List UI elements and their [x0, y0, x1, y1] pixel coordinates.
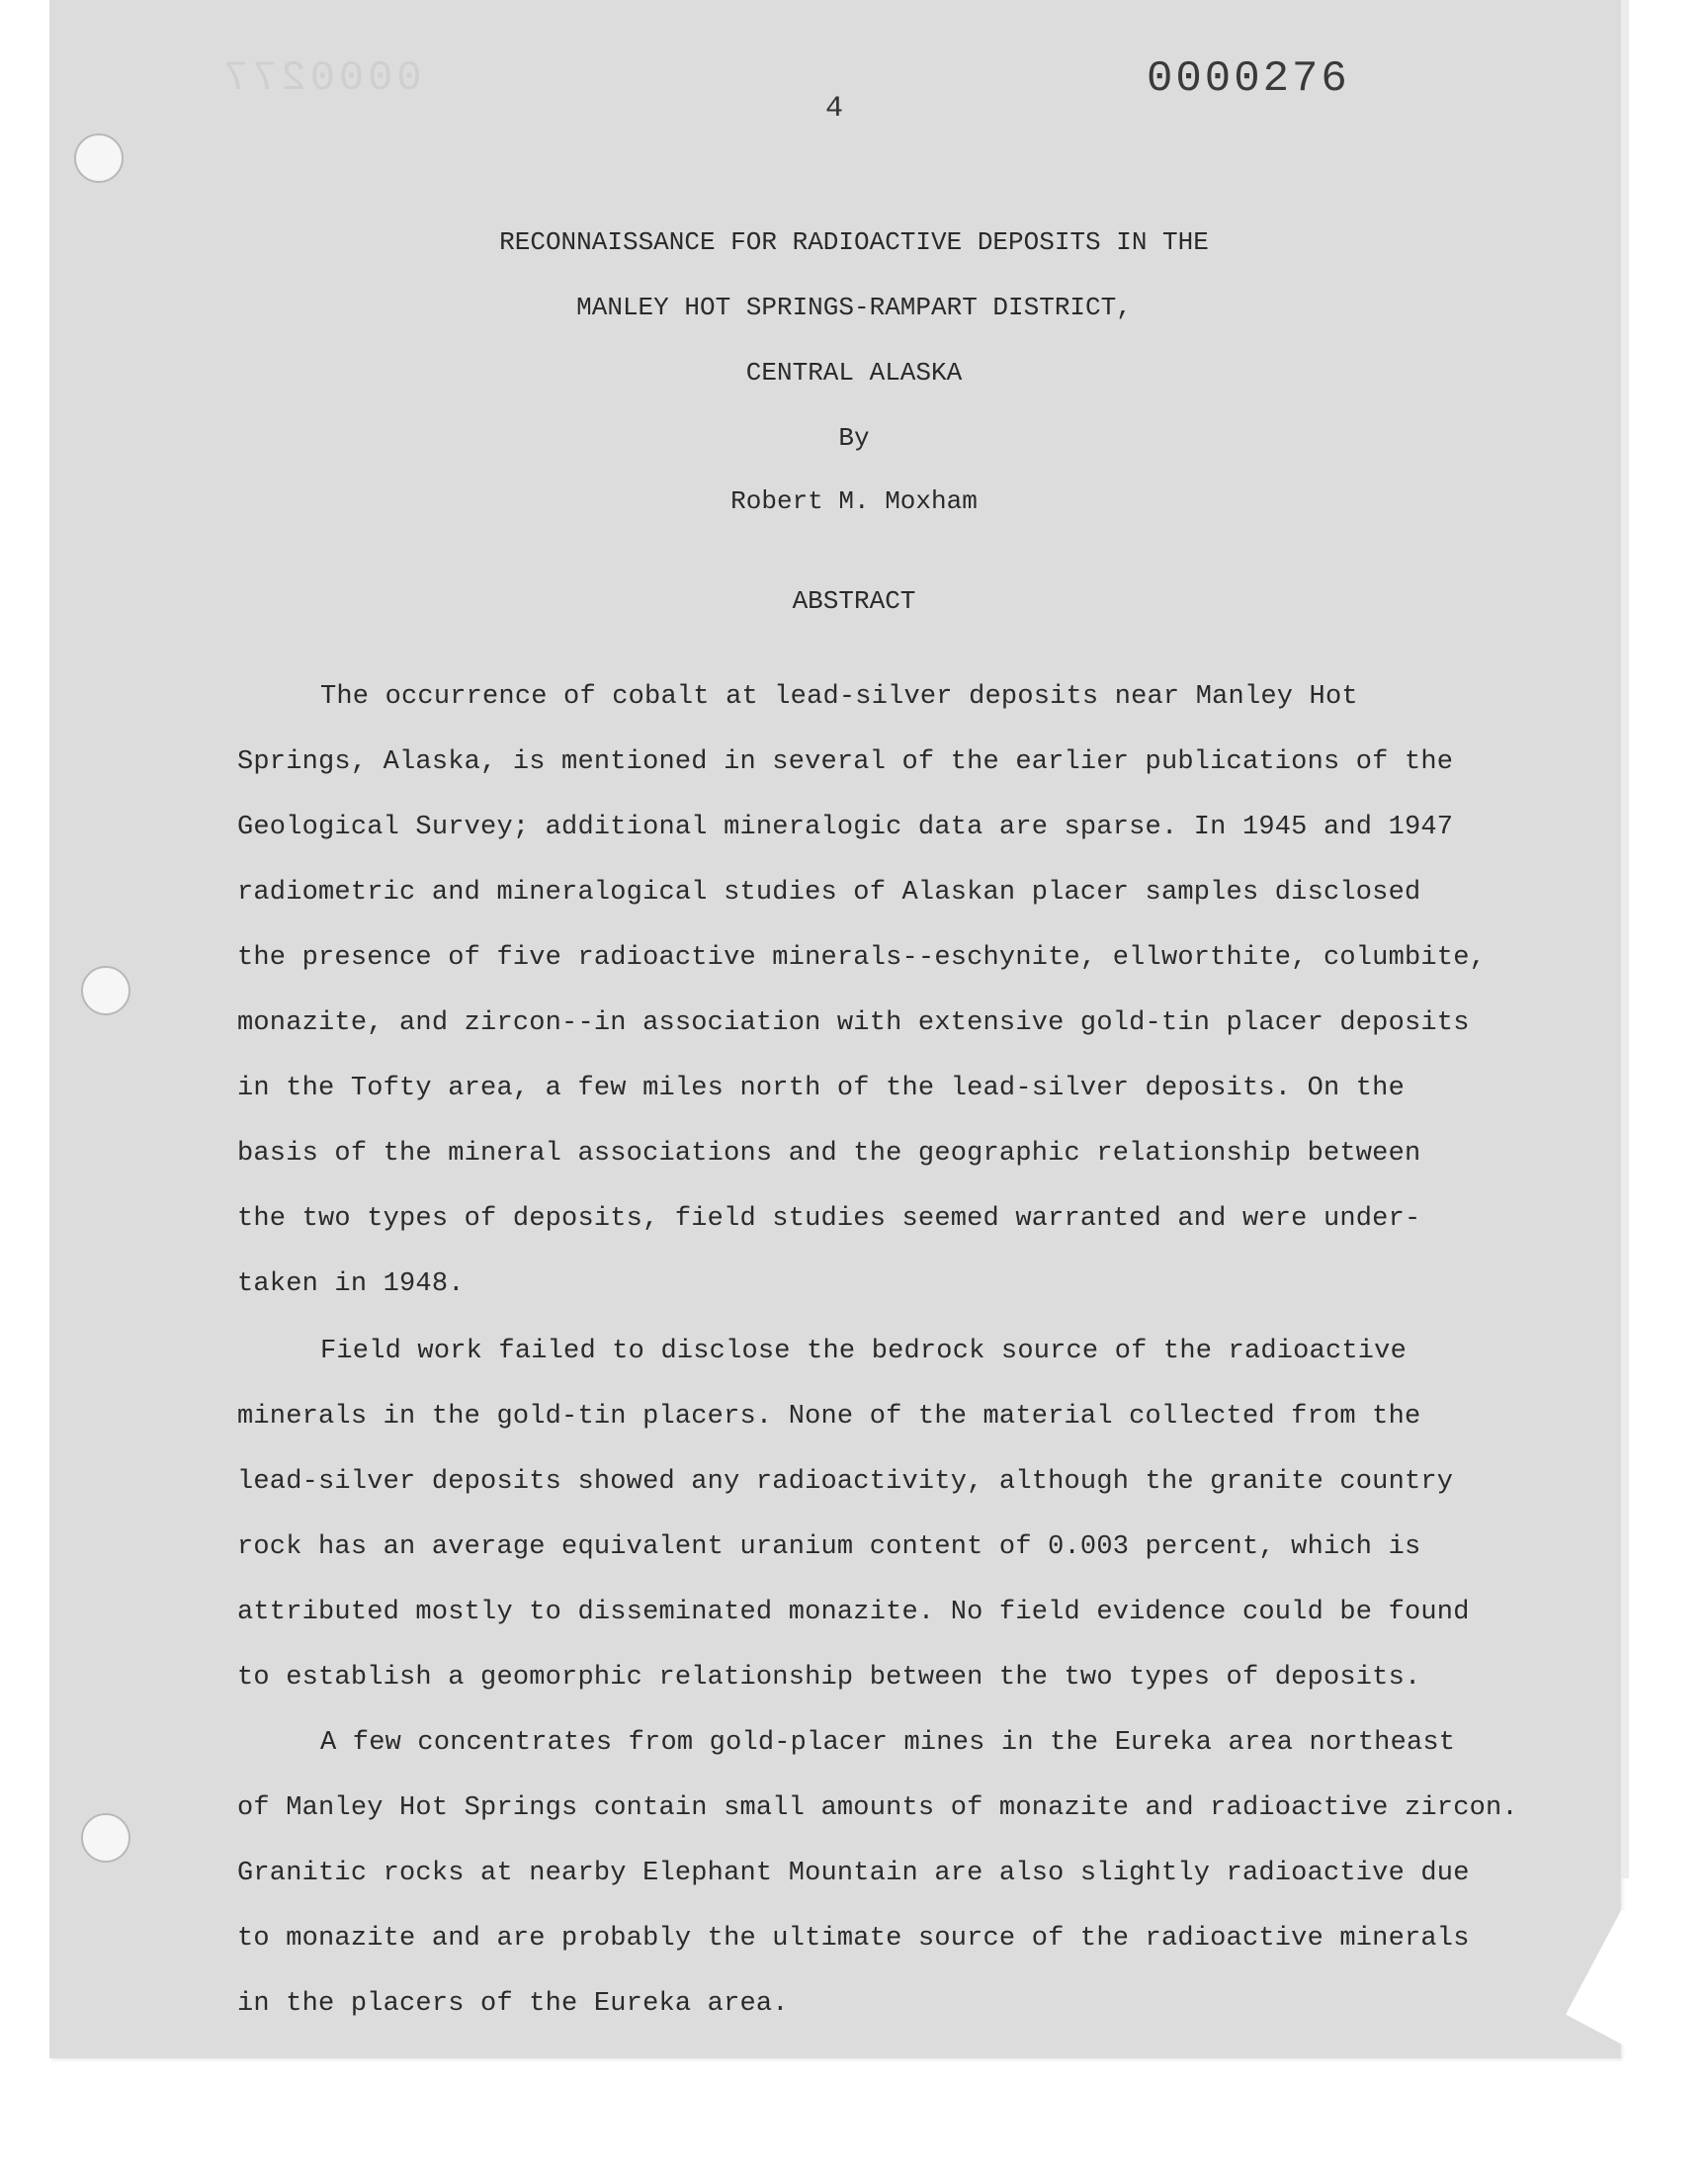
paragraph-line: The occurrence of cobalt at lead-silver deposits near Manley Hot [320, 682, 1358, 712]
paragraph-line: the two types of deposits, field studies seemed warranted and were under- [237, 1204, 1421, 1234]
abstract-paragraph-2 [237, 1319, 1470, 1710]
paragraph-line: lead-silver deposits showed any radioactivity, although the granite country [237, 1467, 1454, 1497]
ghost-stamp-number: 0000277 [219, 54, 422, 102]
paragraph-line: in the placers of the Eureka area. [237, 1989, 789, 2019]
paragraph-line: Springs, Alaska, is mentioned in several of the earlier publications of the [237, 747, 1454, 777]
paragraph-line: in the Tofty area, a few miles north of the lead-silver deposits. On the [237, 1074, 1405, 1103]
paragraph-line: Granitic rocks at nearby Elephant Mountain are also slightly radioactive due [237, 1859, 1470, 1888]
page-number: 4 [825, 92, 844, 126]
punch-hole-top [74, 133, 124, 183]
paragraph-line: taken in 1948. [237, 1269, 465, 1299]
byline-label: By [838, 423, 870, 453]
page-edge [1621, 0, 1629, 1878]
paragraph-line: the presence of five radioactive minerals--eschynite, ellworthite, columbite, [237, 943, 1487, 973]
abstract-heading: ABSTRACT [792, 586, 916, 616]
punch-hole-bottom [81, 1813, 130, 1863]
author-name: Robert M. Moxham [730, 486, 978, 516]
abstract-paragraph-3 [237, 1710, 1518, 2037]
paragraph-line: to monazite and are probably the ultimate source of the radioactive minerals [237, 1924, 1470, 1954]
paragraph-line: rock has an average equivalent uranium content of 0.003 percent, which is [237, 1532, 1421, 1562]
paragraph-line: attributed mostly to disseminated monazite. No field evidence could be found [237, 1598, 1470, 1627]
paragraph-line: basis of the mineral associations and the geographic relationship between [237, 1139, 1421, 1169]
title-line-2: MANLEY HOT SPRINGS-RAMPART DISTRICT, [576, 293, 1132, 322]
punch-hole-middle [81, 966, 130, 1015]
paragraph-line: monazite, and zircon--in association with extensive gold-tin placer deposits [237, 1008, 1470, 1038]
paragraph-line: A few concentrates from gold-placer mines in the Eureka area northeast [320, 1728, 1456, 1758]
paragraph-line: radiometric and mineralogical studies of Alaskan placer samples disclosed [237, 878, 1421, 908]
abstract-paragraph-1 [237, 664, 1486, 1317]
document-stamp-number: 0000276 [1147, 54, 1350, 104]
paragraph-line: Geological Survey; additional mineralogic data are sparse. In 1945 and 1947 [237, 813, 1454, 842]
paragraph-line: to establish a geomorphic relationship between the two types of deposits. [237, 1663, 1421, 1693]
paragraph-line: minerals in the gold-tin placers. None of the material collected from the [237, 1402, 1421, 1432]
paragraph-line: Field work failed to disclose the bedrock source of the radioactive [320, 1337, 1407, 1366]
paragraph-line: of Manley Hot Springs contain small amounts of monazite and radioactive zircon. [237, 1793, 1518, 1823]
title-line-1: RECONNAISSANCE FOR RADIOACTIVE DEPOSITS IN THE [499, 227, 1209, 257]
title-line-3: CENTRAL ALASKA [745, 358, 963, 388]
